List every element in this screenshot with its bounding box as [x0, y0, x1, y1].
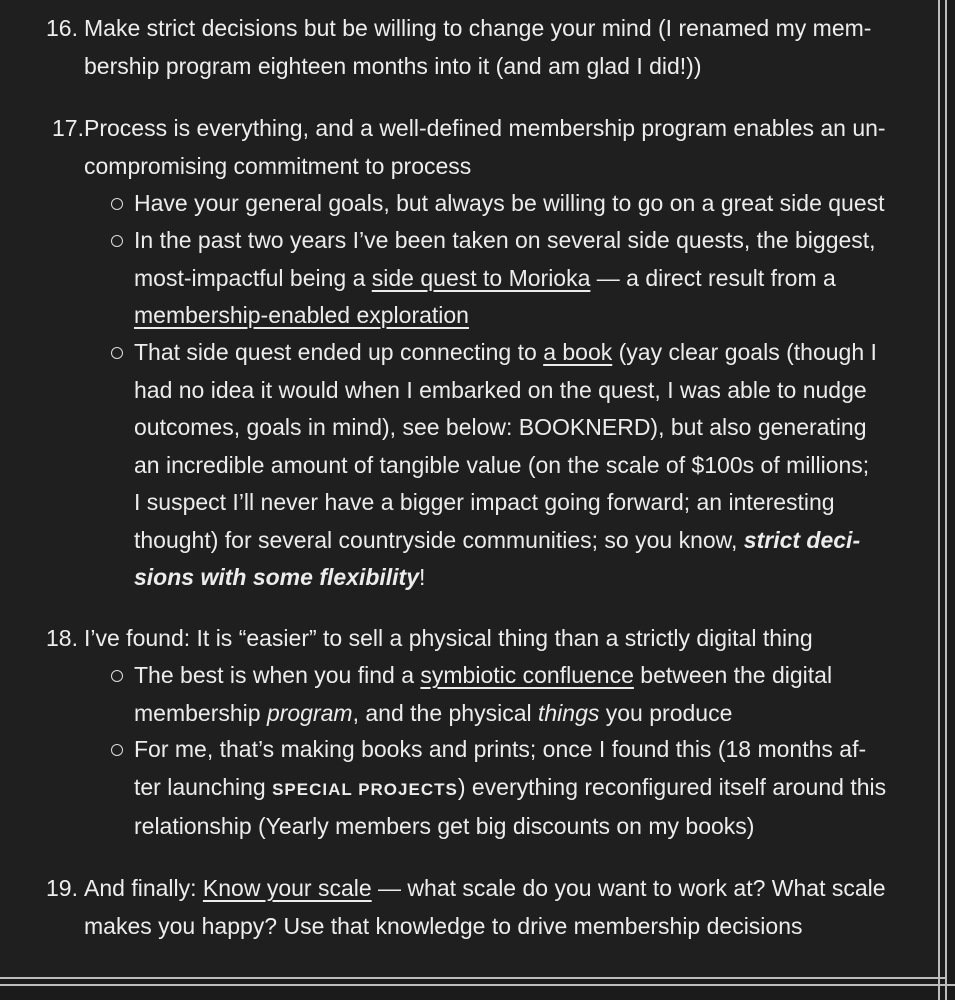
border-line	[0, 977, 947, 979]
circle-bullet-icon	[111, 744, 123, 756]
item-text	[84, 870, 924, 908]
symbiotic-confluence-link[interactable]: symbiotic confluence	[420, 662, 634, 688]
item-text: makes you happy? Use that knowledge to drive membership decisions	[84, 912, 803, 939]
circle-bullet-icon	[111, 347, 123, 359]
sub-item-text: Have your general goals, but always be willing to go on a great side quest	[134, 190, 885, 216]
text-run: thought) for several countryside communities; so you know,	[134, 526, 744, 553]
sub-item-text	[134, 695, 924, 733]
text-run: And finally:	[84, 875, 203, 901]
item-number: 18.	[46, 625, 78, 651]
small-caps-text: SPECIAL PROJECTS	[272, 779, 458, 799]
side-quest-link[interactable]: side quest to Morioka	[371, 264, 591, 291]
sub-item-text	[134, 769, 924, 809]
sub-item-text: an incredible amount of tangible value (on the scale of $100s of millions;	[134, 451, 870, 478]
sub-item-text: In the past two years I’ve been taken on several side quests, the biggest,	[134, 227, 876, 253]
item-text: Make strict decisions but be willing to change your mind (I renamed my mem-	[84, 15, 872, 41]
sub-item-text: outcomes, goals in mind), see below: BOOKNERD), but also generating	[134, 414, 867, 440]
text-run: That side quest ended up connecting to	[134, 339, 544, 365]
circle-bullet-icon	[111, 235, 123, 247]
text-run: The best is when you find a	[134, 662, 421, 688]
text-run: !	[419, 564, 426, 590]
italic-text: program	[266, 699, 353, 726]
sub-item-text	[134, 260, 924, 298]
text-run: you produce	[599, 699, 733, 726]
item-number: 19.	[46, 875, 78, 901]
sub-item-text: For me, that’s making books and prints; once I found this (18 months af-	[134, 736, 867, 762]
sub-item-text	[134, 559, 924, 597]
item-number: 17.	[52, 115, 84, 141]
border-line	[945, 0, 947, 1000]
text-run: (yay clear goals (though I	[612, 339, 877, 365]
circle-bullet-icon	[111, 670, 123, 682]
sub-item-text	[134, 657, 924, 695]
text-run: , and the physical	[352, 699, 538, 726]
item-text: I’ve found: It is “easier” to sell a physical thing than a strictly digital thing	[84, 625, 813, 651]
emphasis-text: sions with some flexibility	[134, 564, 420, 590]
italic-text: things	[538, 699, 600, 726]
text-run: — what scale do you want to work at? What scale	[371, 875, 886, 901]
border-line	[0, 984, 955, 986]
border-line	[938, 0, 940, 1000]
emphasis-text: strict deci-	[743, 526, 861, 553]
item-text: compromising commitment to process	[84, 152, 472, 179]
sub-item-text: relationship (Yearly members get big discounts on my books)	[134, 813, 755, 839]
item-number: 16.	[46, 15, 78, 41]
text-run: most-impactful being a	[134, 264, 372, 291]
text-run: membership	[134, 699, 267, 726]
sub-item-text	[134, 297, 924, 335]
item-text: bership program eighteen months into it (and am glad I did!))	[84, 52, 702, 79]
a-book-link[interactable]: a book	[543, 339, 613, 365]
text-run: between the digital	[633, 662, 833, 688]
sub-item-text	[134, 334, 924, 372]
sub-item-text: I suspect I’ll never have a bigger impact going forward; an interesting	[134, 489, 835, 515]
know-your-scale-link[interactable]: Know your scale	[202, 875, 372, 901]
membership-exploration-link[interactable]: membership-enabled exploration	[134, 302, 469, 328]
item-text: Process is everything, and a well-defined membership program enables an un-	[84, 115, 886, 141]
text-run: ) everything reconfigured itself around this	[457, 773, 887, 800]
sub-item-text: had no idea it would when I embarked on the quest, I was able to nudge	[134, 376, 867, 403]
text-run: ter launching	[134, 773, 273, 800]
sub-item-text	[134, 522, 924, 560]
circle-bullet-icon	[111, 198, 123, 210]
text-run: — a direct result from a	[590, 264, 836, 291]
